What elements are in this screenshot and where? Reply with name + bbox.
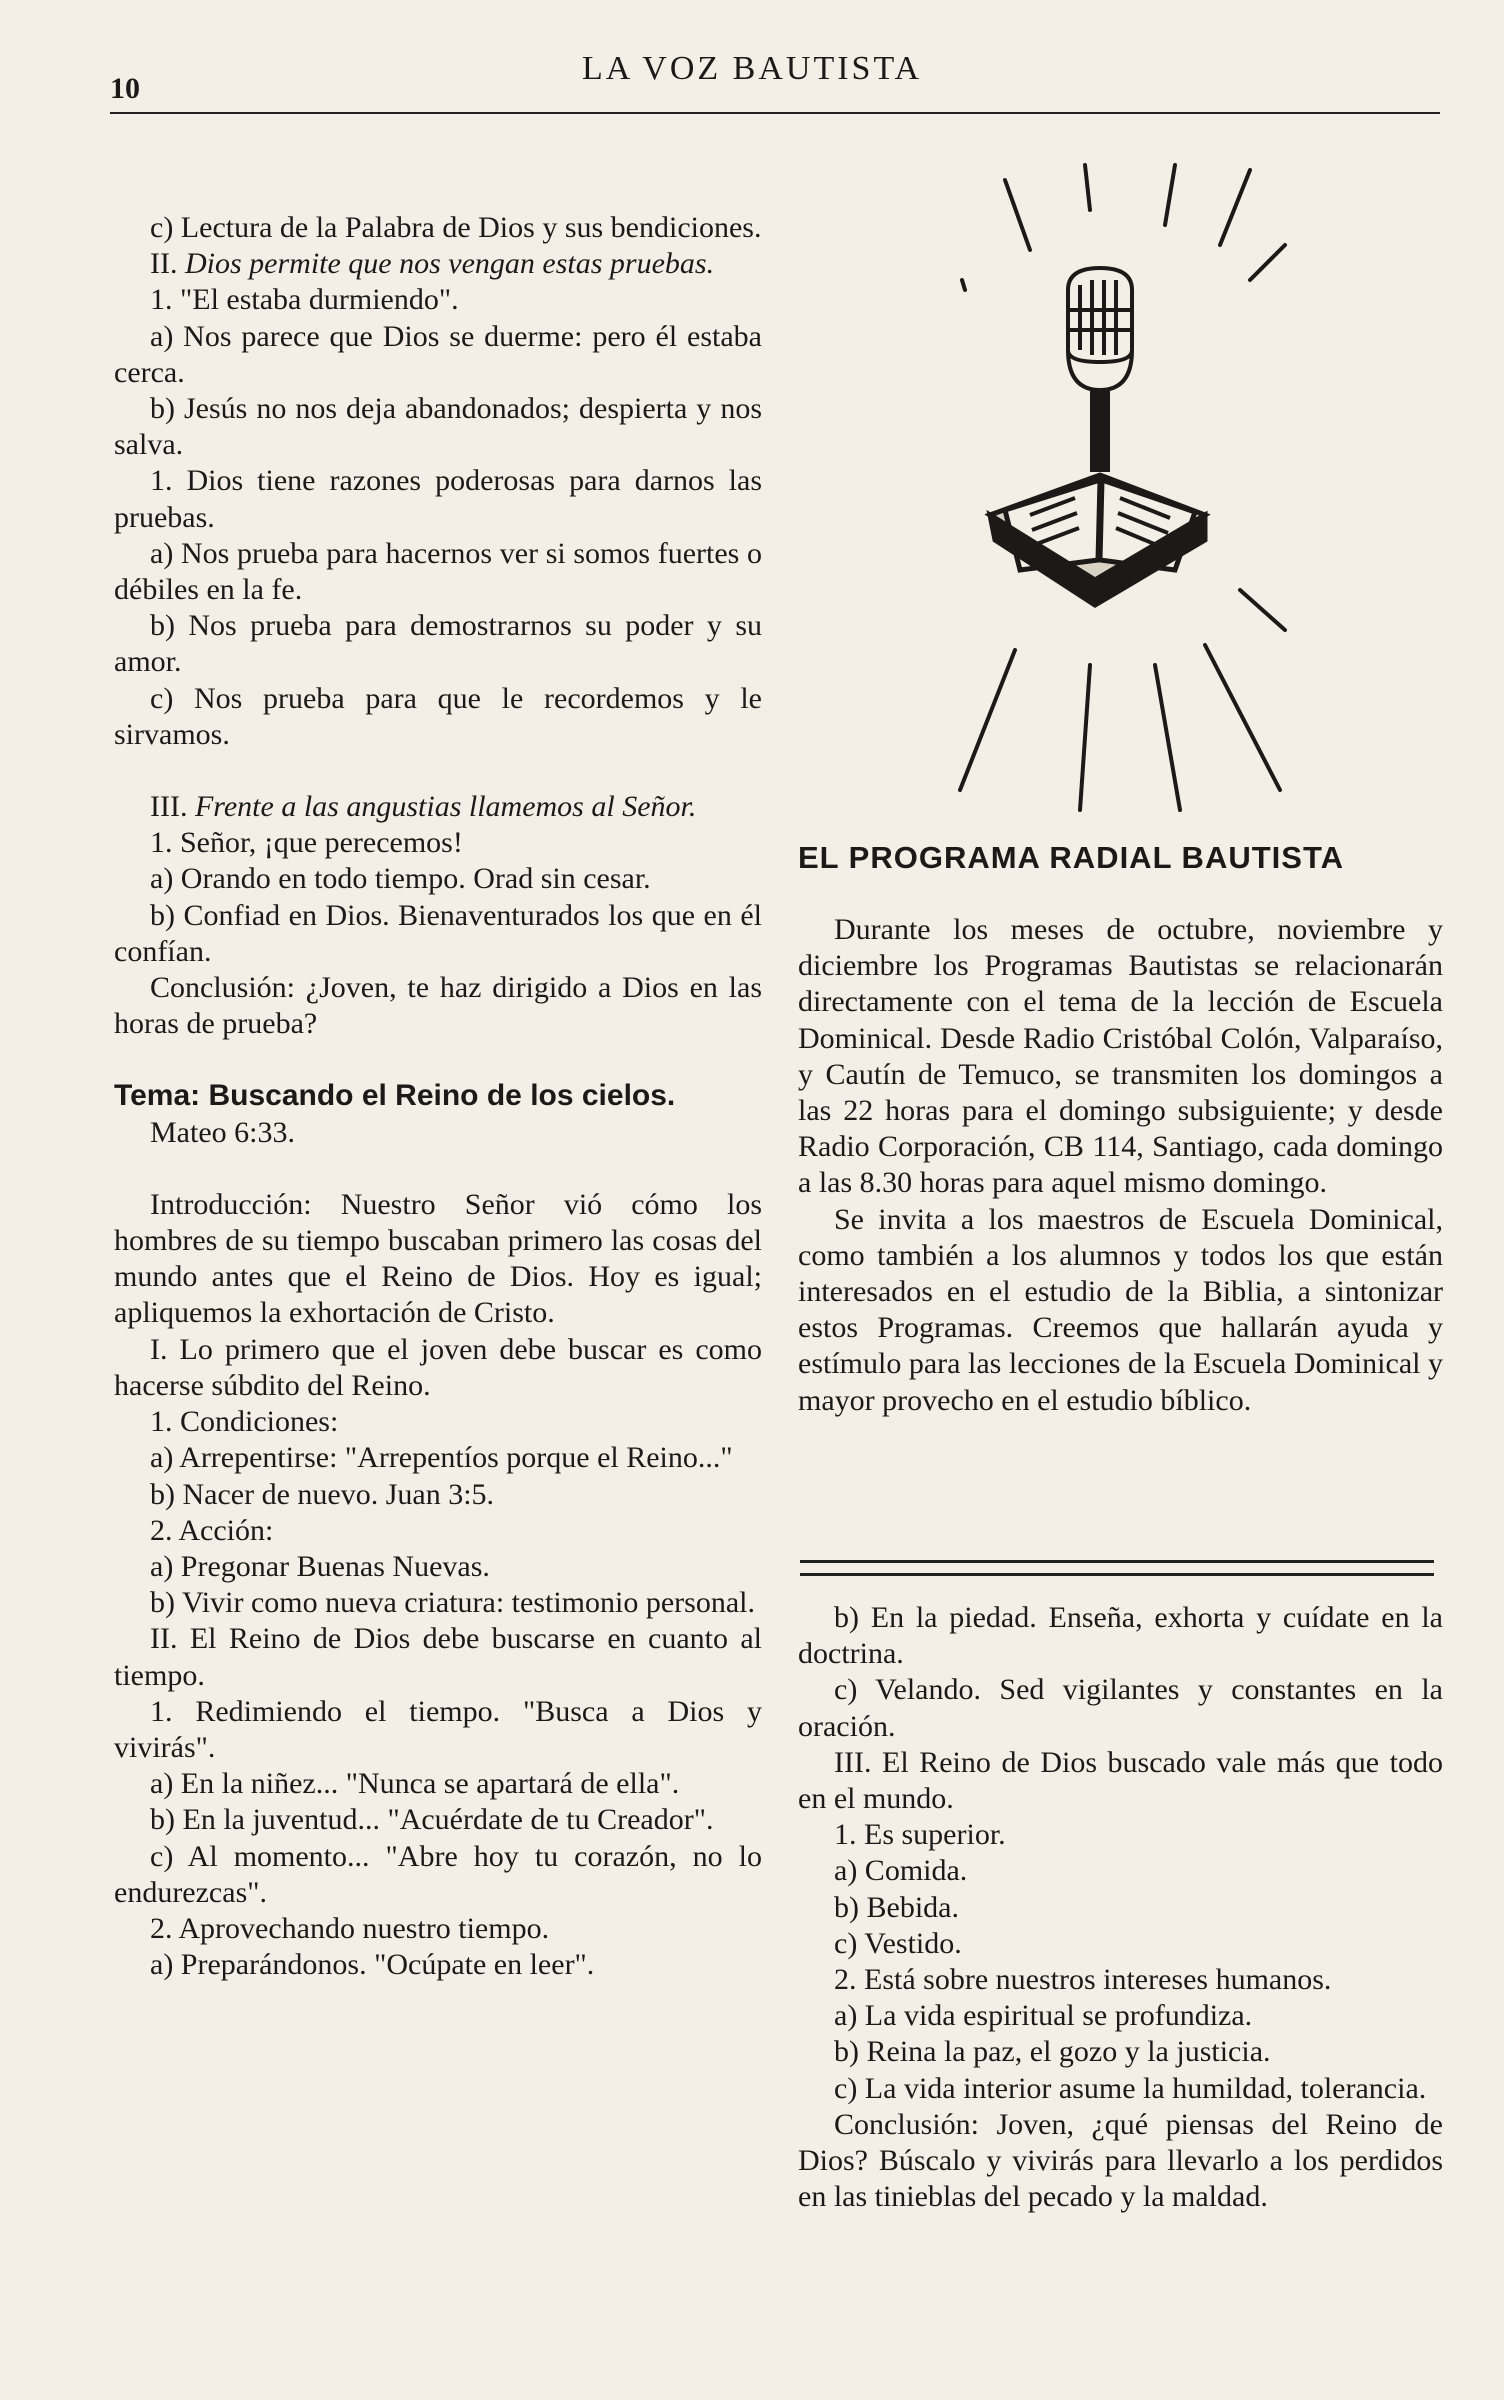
paragraph: 1. "El estaba durmiendo". <box>150 283 459 317</box>
paragraph: a) Preparándonos. "Ocúpate en leer". <box>150 1948 595 1982</box>
paragraph: b) Vivir como nueva criatura: testimonio personal. <box>150 1586 755 1620</box>
paragraph: Durante los meses de octubre, noviembre y diciembre los Programas Bautistas se relacionarán directamente con el tema de la lección de Escuela Dominical. Desde Radio Cristóbal Colón, Valparaíso, y Cautín de Temuco, se transmiten los domingos a las 22 horas para el domingo subsiguiente; y desde Radio Corporación, CB 114, Santiago, cada domingo a las 8.30 horas para aquel mismo domingo. <box>798 913 1443 1200</box>
paragraph: 1. Redimiendo el tiempo. "Busca a Dios y vivirás". <box>114 1694 762 1764</box>
paragraph: c) Vestido. <box>834 1926 962 1960</box>
paragraph: 2. Aprovechando nuestro tiempo. <box>150 1911 550 1945</box>
program-title: EL PROGRAMA RADIAL BAUTISTA <box>798 840 1344 875</box>
paragraph: c) Lectura de la Palabra de Dios y sus bendiciones. <box>150 211 762 244</box>
paragraph: Se invita a los maestros de Escuela Dominical, como también a los alumnos y todos los que están interesados en el estudio de la Biblia, a sintonizar estos Programas. Creemos que hallarán ayuda y estímulo para las lecciones de la Escuela Dominical y mayor provecho en el estudio bíblico. <box>798 1202 1443 1417</box>
paragraph: 1. Señor, ¡que perecemos! <box>150 826 463 860</box>
paragraph: Introducción: Nuestro Señor vió cómo los hombres de su tiempo buscaban primero las cosas del mundo antes que el Reino de Dios. Hoy es igual; apliquemos la exhortación de Cristo. <box>114 1187 762 1330</box>
scripture-reference: Mateo 6:33. <box>150 1115 295 1149</box>
double-rule <box>800 1560 1434 1576</box>
microphone <box>1068 268 1132 470</box>
paragraph: b) Nacer de nuevo. Juan 3:5. <box>150 1477 495 1511</box>
running-head: LA VOZ BAUTISTA <box>581 50 923 87</box>
paragraph: 1. Dios tiene razones poderosas para darnos las pruebas. <box>114 464 762 534</box>
paragraph: c) La vida interior asume la humildad, tolerancia. <box>834 2071 1427 2105</box>
paragraph: b) Confiad en Dios. Bienaventurados los que en él confían. <box>114 898 762 968</box>
paragraph: Conclusión: Joven, ¿qué piensas del Reino de Dios? Búscalo y vivirás para llevarlo a los perdidos en las tinieblas del pecado y la maldad. <box>798 2107 1443 2214</box>
paragraph: 1. Es superior. <box>834 1818 1006 1852</box>
program-article <box>798 912 1443 1419</box>
tema-heading: Tema: Buscando el Reino de los cielos. <box>114 1079 676 1113</box>
paragraph: Conclusión: ¿Joven, te haz dirigido a Dios en las horas de prueba? <box>114 971 762 1041</box>
paragraph: II. El Reino de Dios debe buscarse en cuanto al tiempo. <box>114 1622 762 1692</box>
paragraph: 2. Está sobre nuestros intereses humanos. <box>834 1963 1332 1997</box>
header-rule <box>110 112 1440 114</box>
paragraph: a) Comida. <box>834 1854 968 1888</box>
paragraph: a) En la niñez... "Nunca se apartará de ella". <box>150 1767 680 1801</box>
paragraph: a) Pregonar Buenas Nuevas. <box>150 1549 490 1583</box>
left-column <box>114 210 762 1983</box>
paragraph: c) Nos prueba para que le recordemos y le sirvamos. <box>114 681 762 751</box>
paragraph: b) En la juventud... "Acuérdate de tu Creador". <box>150 1803 714 1837</box>
paragraph: I. Lo primero que el joven debe buscar es como hacerse súbdito del Reino. <box>114 1332 762 1402</box>
paragraph: b) Jesús no nos deja abandonados; despierta y nos salva. <box>114 392 762 462</box>
paragraph: a) La vida espiritual se profundiza. <box>834 1999 1253 2033</box>
paragraph: a) Nos parece que Dios se duerme: pero él estaba cerca. <box>114 319 762 389</box>
paragraph: b) En la piedad. Enseña, exhorta y cuídate en la doctrina. <box>798 1601 1443 1671</box>
open-bible <box>990 475 1205 605</box>
paragraph: b) Bebida. <box>834 1890 959 1924</box>
paragraph: a) Nos prueba para hacernos ver si somos fuertes o débiles en la fe. <box>114 536 762 607</box>
paragraph: III. El Reino de Dios buscado vale más que todo en el mundo. <box>798 1745 1443 1816</box>
right-column <box>798 1600 1443 2215</box>
paragraph: c) Al momento... "Abre hoy tu corazón, no lo endurezcas". <box>114 1839 762 1909</box>
paragraph: 1. Condiciones: <box>150 1405 339 1439</box>
page-number: 10 <box>110 72 140 105</box>
paragraph: b) Reina la paz, el gozo y la justicia. <box>834 2035 1271 2069</box>
paragraph: 2. Acción: <box>150 1513 274 1547</box>
paragraph: c) Velando. Sed vigilantes y constantes en la oración. <box>798 1673 1443 1743</box>
paragraph: b) Nos prueba para demostrarnos su poder y su amor. <box>114 609 762 679</box>
paragraph: a) Arrepentirse: "Arrepentíos porque el Reino..." <box>150 1441 733 1475</box>
paragraph: a) Orando en todo tiempo. Orad sin cesar. <box>150 862 651 896</box>
section-heading: II. Dios permite que nos vengan estas pruebas. <box>150 247 715 281</box>
microphone-bible-icon <box>950 150 1350 820</box>
section-heading: III. Frente a las angustias llamemos al Señor. <box>150 790 697 824</box>
